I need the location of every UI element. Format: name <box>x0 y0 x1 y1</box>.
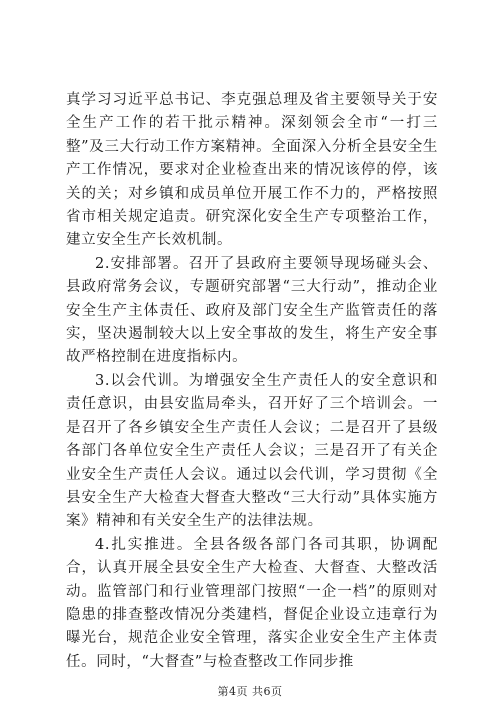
paragraph-training-meetings: 3.以会代训。为增强安全生产责任人的安全意识和责任意识，由县安监局牵头，召开好了三个培训会。一是召开了各乡镇安全生产责任人会议；二是召开了县级各部门各单位安全生产责任人会议；三是召开了有关企业安全生产责任人会议。通过以会代训，学习贯彻《全县安全生产大检查大督查大整改“三大行动”具体实施方案》精神和有关安全生产的法律法规。 <box>66 372 438 530</box>
page-number-footer: 第4页 共6页 <box>217 685 283 698</box>
paragraph-arrangement: 2.安排部署。召开了县政府主要领导现场碰头会、县政府常务会议，专题研究部署“三大行动”，推动企业安全生产主体责任、政府及部门安全生产监管责任的落实，坚决遏制较大以上安全事故的发生，将生产安全事故严格控制在进度指标内。 <box>66 255 438 366</box>
paragraph-intro-continuation: 真学习习近平总书记、李克强总理及省主要领导关于安全生产工作的若干批示精神。深刻领会全市“一打三整”及三大行动工作方案精神。全面深入分析全县安全生产工作情况，要求对企业检查出来的情况该停的停，该关的关；对乡镇和成员单位开展工作不力的，严格按照省市相关规定追责。研究深化安全生产专项整治工作，建立安全生产长效机制。 <box>66 92 438 249</box>
document-body <box>66 89 438 674</box>
paragraph-implementation: 4.扎实推进。全县各级各部门各司其职，协调配合，认真开展全县安全生产大检查、大督查、大整改活动。监管部门和行业管理部门按照“一企一档”的原则对隐患的排查整改情况分类建档，督促企业设立违章行为曝光台，规范企业安全管理，落实企业安全生产主体责任。同时，“大督查”与检查整改工作同步推 <box>66 536 438 670</box>
